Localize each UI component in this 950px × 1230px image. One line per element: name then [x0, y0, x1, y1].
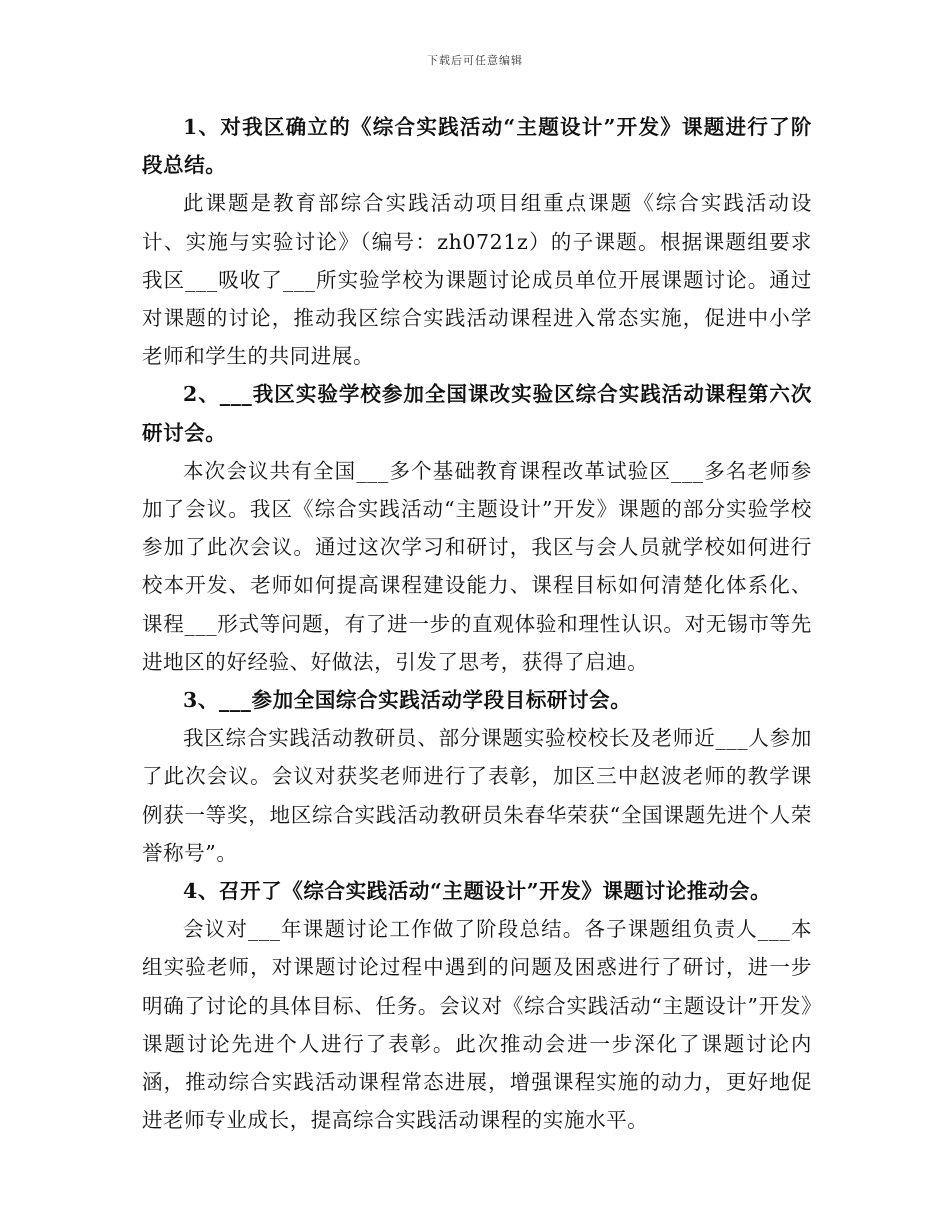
section-3-heading: 3、___参加全国综合实践活动学段目标研讨会。: [183, 688, 632, 713]
section-4-body: 会议对___年课题讨论工作做了阶段总结。各子课题组负责人___本组实验老师，对课题讨论过程中遇到的问题及困惑进行了研讨，进一步明确了讨论的具体目标、任务。会议对《综合实践活动“主题设计”开发》课题讨论先进个人进行了表彰。此次推动会进一步深化了课题讨论内涵，推动综合实践活动课程常态进展，增强课程实施的动力，更好地促进老师专业成长，提高综合实践活动课程的实施水平。: [142, 917, 812, 1133]
section-4-heading: 4、召开了《综合实践活动“主题设计”开发》课题讨论推动会。: [183, 879, 772, 904]
section-1-heading: 1、对我区确立的《综合实践活动“主题设计”开发》课题进行了阶段总结。: [142, 115, 812, 178]
section-2-body: 本次会议共有全国___多个基础教育课程改革试验区___多名老师参加了会议。我区《综合实践活动“主题设计”开发》课题的部分实验学校参加了此次会议。通过这次学习和研讨，我区与会人员就学校如何进行校本开发、老师如何提高课程建设能力、课程目标如何清楚化体系化、课程___形式等问题，有了进一步的直观体验和理性认识。对无锡市等先进地区的好经验、好做法，引发了思考，获得了启迪。: [142, 458, 812, 674]
section-1-body: 此课题是教育部综合实践活动项目组重点课题《综合实践活动设计、实施与实验讨论》（编号：zh0721z）的子课题。根据课题组要求我区___吸收了___所实验学校为课题讨论成员单位开展课题讨论。通过对课题的讨论，推动我区综合实践活动课程进入常态实施，促进中小学老师和学生的共同进展。: [142, 191, 812, 369]
page-header-note: 下载后可任意编辑: [427, 54, 523, 67]
section-2-heading: 2、___我区实验学校参加全国课改实验区综合实践活动课程第六次研讨会。: [142, 382, 812, 445]
section-3-body: 我区综合实践活动教研员、部分课题实验校校长及老师近___人参加了此次会议。会议对获奖老师进行了表彰，加区三中赵波老师的教学课例获一等奖，地区综合实践活动教研员朱春华荣获“全国课题先进个人荣誉称号”。: [142, 726, 812, 865]
document-body: [142, 108, 812, 1139]
